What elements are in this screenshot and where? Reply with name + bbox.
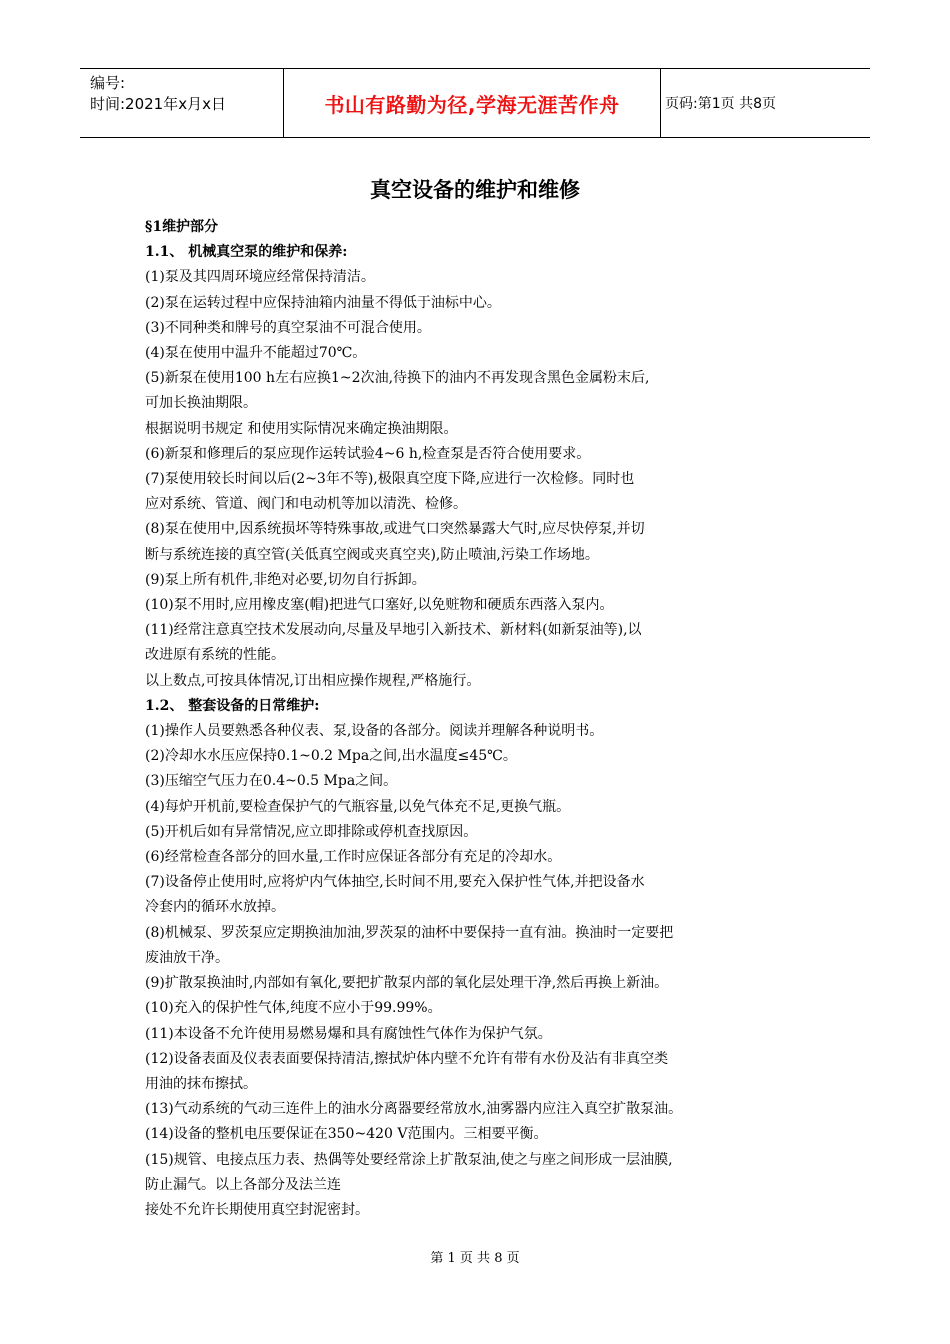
text-line: (9)泵上所有机件,非绝对必要,切勿自行拆卸。 [145,571,426,588]
text-line: 断与系统连接的真空管(关低真空阀或夹真空夹),防止喷油,污染工作场地。 [145,546,599,563]
text-line: (3)压缩空气压力在0.4~0.5 Mpa之间。 [145,773,398,790]
text-line: (14)设备的整机电压要保证在350~420 V范围内。三相要平衡。 [145,1126,548,1143]
number-label: 编号: [90,74,126,92]
time-label: 时间:2021年x月x日 [90,95,226,113]
text-line: 根据说明书规定 和使用实际情况来确定换油期限。 [145,420,458,437]
text-line: 改进原有系统的性能。 [145,647,285,664]
section-heading: §1维护部分 [145,219,219,235]
text-line: 可加长换油期限。 [145,395,257,412]
text-line: (7)泵使用较长时间以后(2~3年不等),极限真空度下降,应进行一次检修。同时也 [145,471,635,488]
document-title: 真空设备的维护和维修 [370,178,580,202]
text-line: (5)新泵在使用100 h左右应换1~2次油,待换下的油内不再发现含黑色金属粉末后, [145,370,650,387]
text-line: (10)充入的保护性气体,纯度不应小于99.99%。 [145,1000,442,1017]
text-line: 冷套内的循环水放掉。 [145,899,285,916]
page-footer: 第 1 页 共 8 页 [430,1251,520,1266]
text-line: (12)设备表面及仪表表面要保持清洁,擦拭炉体内壁不允许有带有水份及沾有非真空类 [145,1050,669,1067]
section-heading: 1.1、 机械真空泵的维护和保养: [145,244,348,261]
page-info: 页码:第1页 共8页 [665,96,776,112]
page-header [80,68,870,138]
text-line: (6)新泵和修理后的泵应现作运转试验4~6 h,检查泵是否符合使用要求。 [145,445,591,462]
text-line: 应对系统、管道、阀门和电动机等加以清洗、检修。 [145,496,467,513]
text-line: (5)开机后如有异常情况,应立即排除或停机查找原因。 [145,823,478,840]
text-line: 以上数点,可按具体情况,订出相应操作规程,严格施行。 [145,672,481,689]
text-line: (1)操作人员要熟悉各种仪表、泵,设备的各部分。阅读并理解各种说明书。 [145,723,604,740]
text-line: (4)泵在使用中温升不能超过70℃。 [145,345,367,362]
section-heading: 1.2、 整套设备的日常维护: [145,697,320,714]
text-line: (8)泵在使用中,因系统损坏等特殊事故,或进气口突然暴露大气时,应尽快停泵,并切 [145,521,645,538]
text-line: 废油放干净。 [145,949,229,966]
text-line: (10)泵不用时,应用橡皮塞(帽)把进气口塞好,以免赃物和硬质东西落入泵内。 [145,597,614,614]
text-line: (4)每炉开机前,要检查保护气的气瓶容量,以免气体充不足,更换气瓶。 [145,798,571,815]
text-line: (11)经常注意真空技术发展动向,尽量及早地引入新技术、新材料(如新泵油等),以 [145,622,642,639]
text-line: (7)设备停止使用时,应将炉内气体抽空,长时间不用,要充入保护性气体,并把设备水 [145,874,645,891]
text-line: (13)气动系统的气动三连件上的油水分离器要经常放水,油雾器内应注入真空扩散泵油。 [145,1101,683,1118]
text-line: 用油的抹布擦拭。 [145,1075,257,1092]
header-motto-cell [283,69,661,137]
text-line: (8)机械泵、罗茨泵应定期换油加油,罗茨泵的油杯中要保持一直有油。换油时一定要把 [145,924,674,941]
text-line: (1)泵及其四周环境应经常保持清洁。 [145,269,375,286]
text-line: (3)不同种类和牌号的真空泵油不可混合使用。 [145,319,431,336]
motto: 书山有路勤为径,学海无涯苦作舟 [324,92,620,117]
text-line: (11)本设备不允许使用易燃易爆和具有腐蚀性气体作为保护气氛。 [145,1025,552,1042]
text-line: 防止漏气。以上各部分及法兰连 [145,1176,341,1193]
text-line: (9)扩散泵换油时,内部如有氧化,要把扩散泵内部的氧化层处理干净,然后再换上新油。 [145,975,669,992]
text-line: (6)经常检查各部分的回水量,工作时应保证各部分有充足的冷却水。 [145,849,562,866]
document-body [145,215,825,1223]
text-line: (2)泵在运转过程中应保持油箱内油量不得低于油标中心。 [145,294,501,311]
text-line: (15)规管、电接点压力表、热偶等处要经常涂上扩散泵油,使之与座之间形成一层油膜, [145,1151,673,1168]
header-meta [90,73,226,115]
text-line: 接处不允许长期使用真空封泥密封。 [145,1201,369,1218]
text-line: (2)冷却水水压应保持0.1~0.2 Mpa之间,出水温度≤45℃。 [145,748,517,765]
